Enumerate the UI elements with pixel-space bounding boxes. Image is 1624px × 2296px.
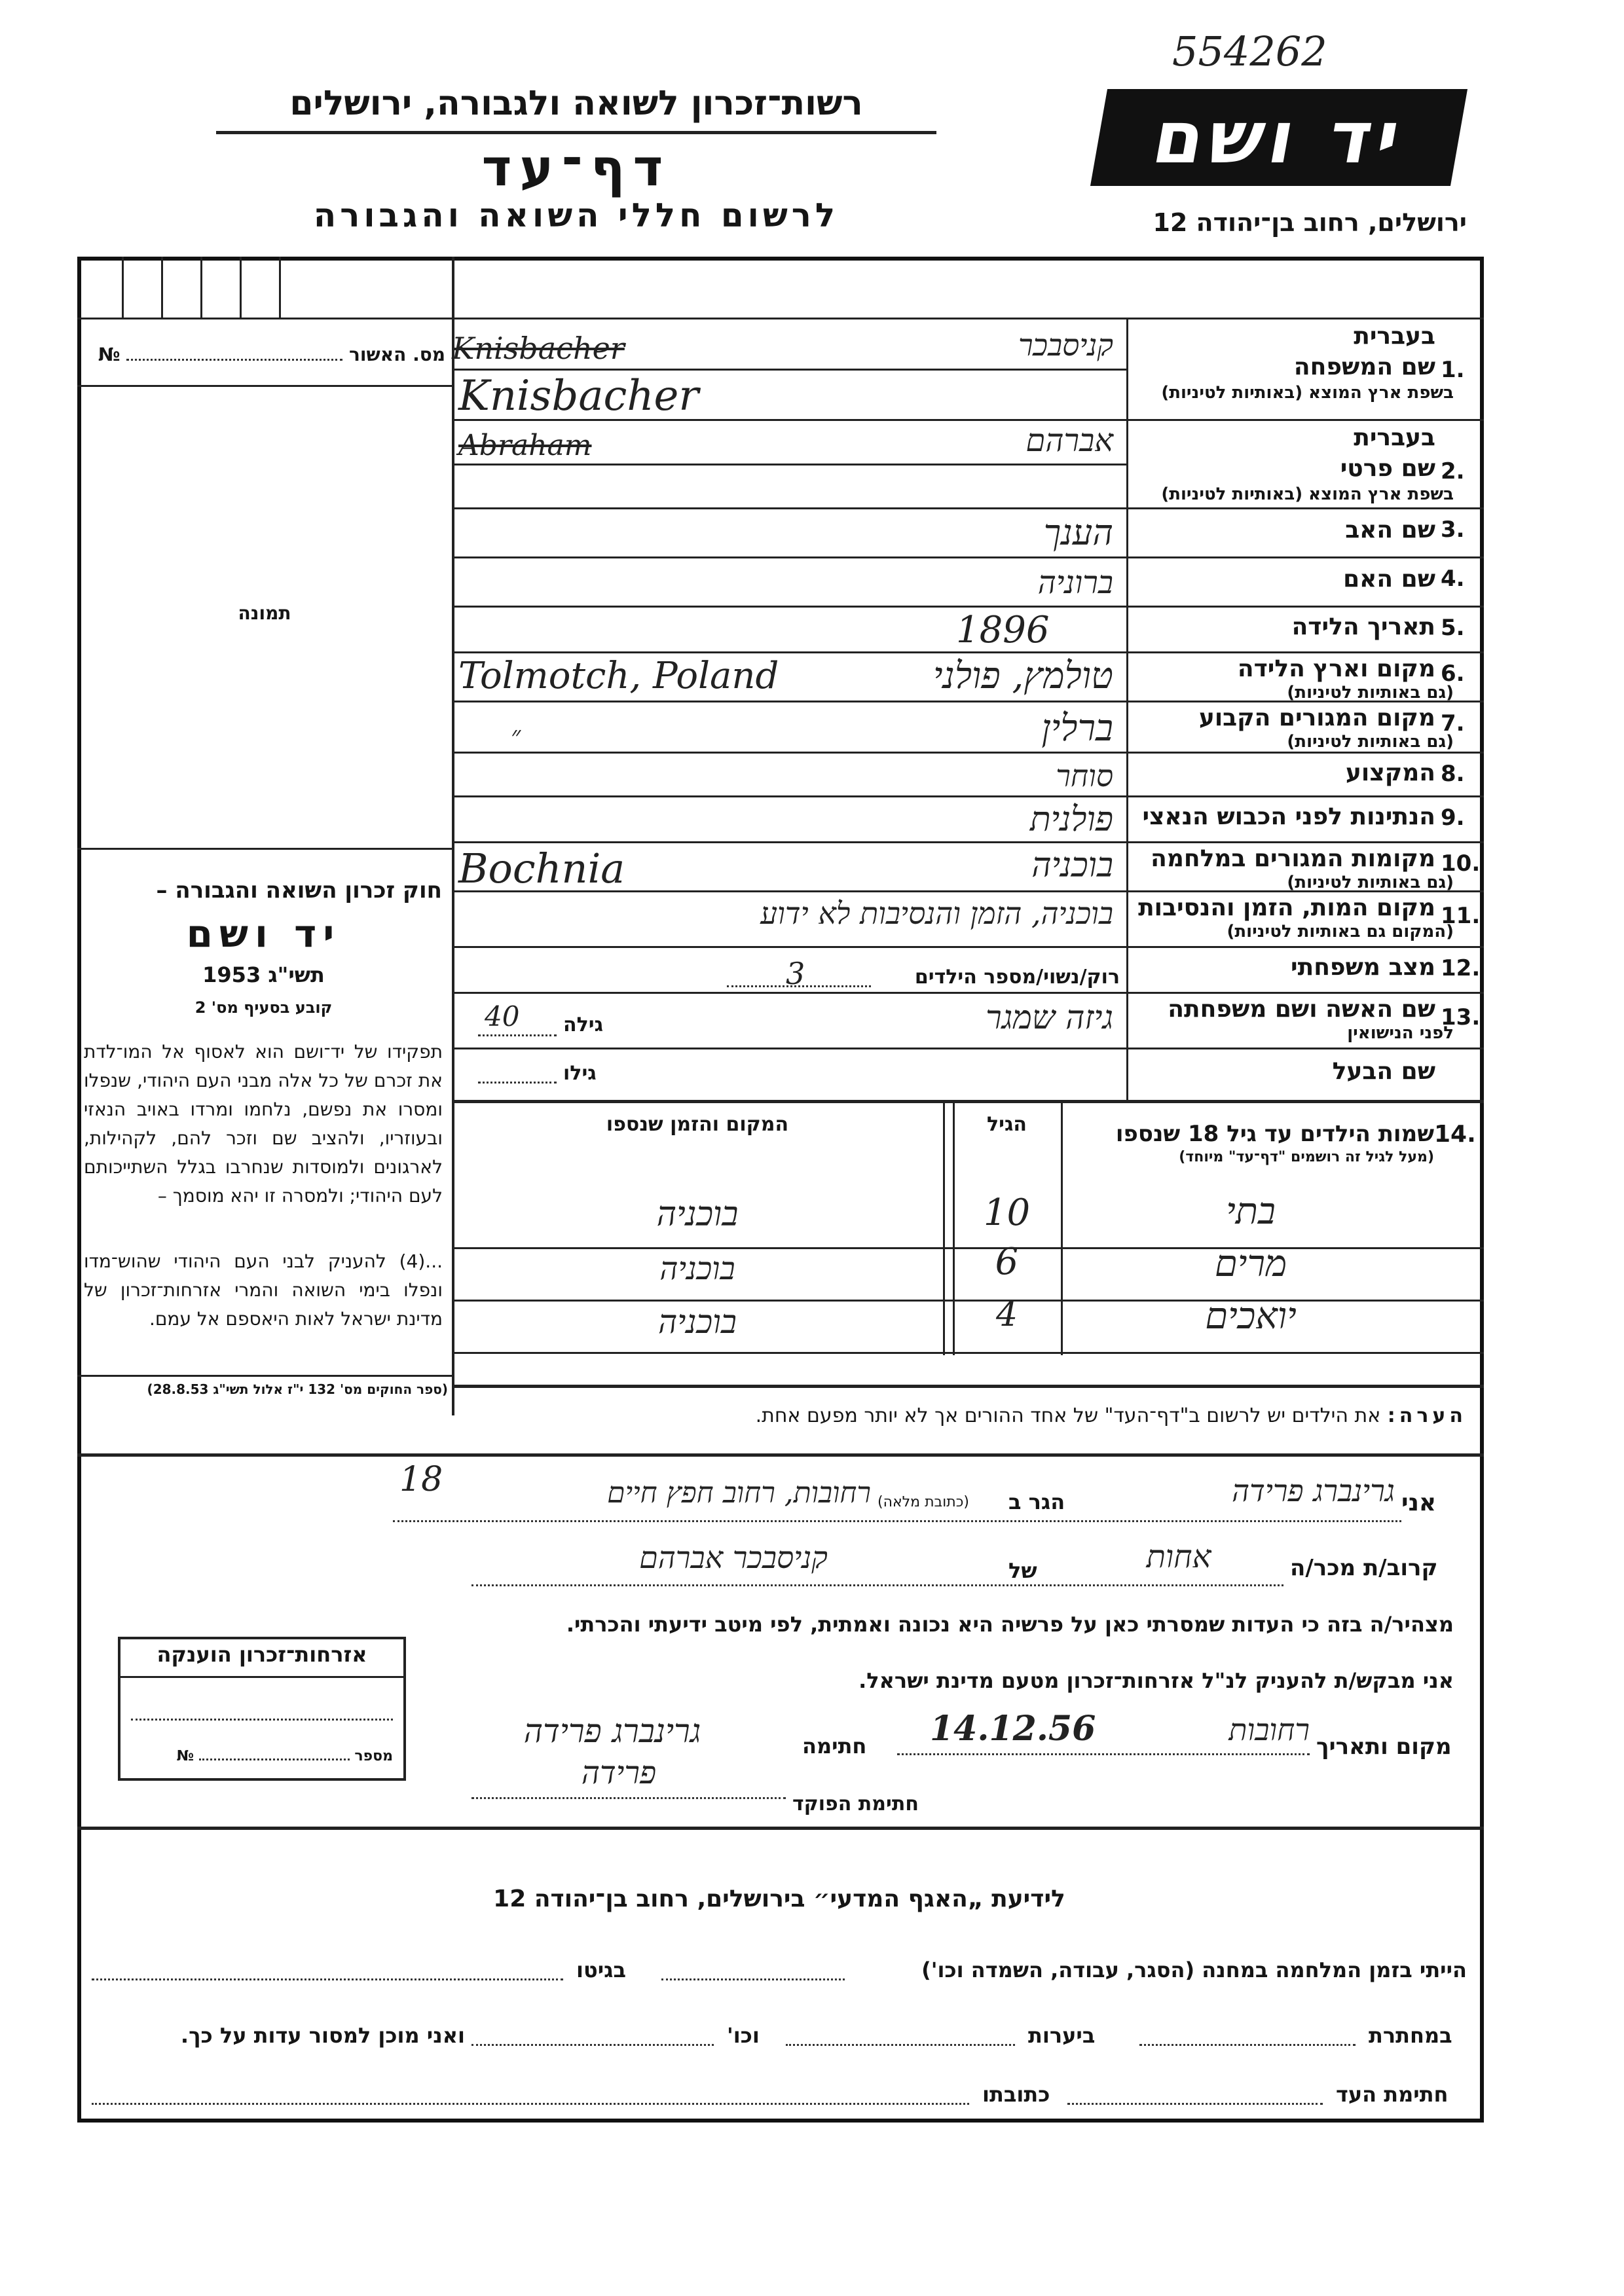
field-sublabel: בשפת ארץ המוצא (באותיות לטיניות) <box>1161 484 1454 504</box>
of-name: קניסבכר אברהם <box>639 1540 828 1575</box>
children-count-blank <box>727 985 871 987</box>
child-row-line-3 <box>452 1352 1484 1354</box>
citizenship-number-blank <box>199 1758 350 1760</box>
occupation-value: סוחר <box>1056 758 1113 793</box>
field-label: שם האב <box>1345 516 1435 543</box>
bottom-section-line <box>77 1827 1484 1830</box>
residence-latin-ditto: ״ <box>511 721 521 751</box>
first-name-crossed: Abraham <box>458 429 592 462</box>
child-3-name: יואכים <box>1205 1295 1297 1338</box>
field-row-line <box>452 752 1484 754</box>
field-mid-line <box>452 464 1126 465</box>
law-clause: קובע בסעיף מס' 2 <box>194 998 333 1017</box>
field-tag-hebrew: בעברית <box>1354 323 1435 350</box>
field-number: 4. <box>1441 566 1465 592</box>
bottom-line2-blank-2 <box>786 2044 1015 2046</box>
war-residence-latin: Bochnia <box>458 845 625 892</box>
field-number: 1. <box>1441 357 1465 383</box>
bottom-line1-blank-1 <box>661 1978 845 1980</box>
field-number: 12. <box>1441 955 1481 981</box>
field-row-line <box>452 795 1484 797</box>
husband-age-label: גילו <box>563 1062 597 1085</box>
declarant-house-no: 18 <box>399 1460 443 1499</box>
bottom-line2-etc: וכו' <box>727 2023 760 2048</box>
declarant-top-line <box>77 1453 1484 1457</box>
marital-inline-label: רוק/נשוי/מספר הילדים <box>914 966 1120 989</box>
field-label: שם הבעל <box>1332 1058 1435 1085</box>
field-row-line <box>452 507 1484 509</box>
authority-title: רשות־זכרון לשואה ולגבורה, ירושלים <box>289 84 863 123</box>
field-label: שם האשה ושם משפחתה <box>1168 996 1435 1023</box>
bottom-line3-witness-sig: חתימת העד <box>1336 2082 1449 2107</box>
field-label: הנתינות לפני הכבוש הנאצי <box>1142 803 1435 830</box>
photo-box-top <box>77 385 452 387</box>
declarant-living-label: הגר ב <box>1008 1489 1065 1514</box>
officer-sig-blank <box>471 1797 786 1799</box>
ref-no-sign: № <box>98 344 120 365</box>
children-label: שמות הילדים עד גיל 18 שנספו <box>1115 1121 1434 1147</box>
field-label: שם המשפחה <box>1293 354 1435 380</box>
birth-date-value: 1896 <box>956 609 1050 651</box>
field-label: מקום המגורים הקבוע <box>1198 704 1435 731</box>
bottom-title: לידיעת „האגף המדעי״ בירושלים, רחוב בן־יהודה 12 <box>493 1886 1065 1912</box>
field-label: המקצוע <box>1345 759 1435 786</box>
father-name-value: הענך <box>1043 512 1113 553</box>
place-value: רחובות <box>1228 1712 1310 1747</box>
signature-value: גרינברג פרידה <box>523 1712 701 1750</box>
field-row-line <box>452 556 1484 558</box>
field-number: 11. <box>1441 902 1481 929</box>
field-number: 5. <box>1441 615 1465 641</box>
law-title: חוק זכרון השואה והגבורה – <box>156 877 442 903</box>
field-label: מקום המות, הזמן והנסיבות <box>1138 894 1435 921</box>
place-date-label: מקום ותאריך <box>1316 1734 1452 1760</box>
field-label: מצב משפחתי <box>1291 954 1435 981</box>
child-3-age: 4 <box>995 1295 1018 1334</box>
strip-cell-4 <box>240 257 242 318</box>
nationality-value: פולנית <box>1029 800 1113 839</box>
citizenship-blank-1 <box>131 1719 393 1721</box>
child-2-place: בוכניה <box>659 1250 735 1287</box>
field-label: תאריך הלידה <box>1291 613 1435 640</box>
family-name-latin: Knisbacher <box>458 372 699 420</box>
field-number: 8. <box>1441 761 1465 787</box>
bottom-line3-blank-1 <box>1067 2103 1323 2105</box>
citizenship-number-row <box>131 1748 393 1764</box>
bottom-line2-blank-3 <box>471 2044 714 2046</box>
law-text-2: ...(4) להעניק לבני העם היהודי שהוש־מדו ונפלו בימי השואה והמרי אזרחות־זכרון של מדינת ישראל לאות היאספם אל עמם. <box>84 1250 443 1330</box>
declaration-text: מצהיר/ה בזה כי העדות שמסרתי כאן על פרשיה היא נכונה ואמתית, לפי מיטב ידיעתי והכרתי. <box>566 1612 1454 1637</box>
bottom-line2-blank-1 <box>1139 2044 1356 2046</box>
children-age-divider <box>943 1100 945 1355</box>
children-age-header: הגיל <box>987 1113 1027 1136</box>
residence-value: ברלין <box>1041 707 1113 750</box>
officer-label: חתימת הפוקד <box>792 1793 919 1815</box>
field-label: שם האם <box>1343 565 1435 592</box>
strip-cell-3 <box>200 257 202 318</box>
declarant-address: רחובות, רחוב חפץ חיים <box>607 1476 871 1510</box>
field-label: מקומות המגורים במלחמה <box>1151 845 1435 872</box>
relation-blank <box>471 1584 1283 1586</box>
bottom-line2-ready: ואני מוכן למסור עדות על כך. <box>180 2023 465 2048</box>
children-number: 14. <box>1434 1121 1476 1148</box>
wife-age-blank <box>478 1034 557 1036</box>
field-number: 10. <box>1441 850 1481 877</box>
relation-label: קרוב/ת מכר/ה <box>1290 1555 1438 1581</box>
children-top-line <box>452 1100 1484 1103</box>
first-name-hebrew: אברהם <box>1025 422 1113 459</box>
bottom-line1-camp: הייתי בזמן המלחמה במחנה (הסגר, עבודה, השמדה וכו') <box>921 1958 1467 1982</box>
note-row <box>458 1404 1467 1427</box>
children-place-header: המקום והזמן שנספו <box>606 1113 789 1136</box>
address-blank <box>393 1520 1401 1522</box>
citizenship-no-sign: № <box>176 1748 194 1764</box>
children-name-divider <box>1061 1100 1063 1355</box>
bottom-line1-blank-2 <box>92 1978 563 1980</box>
citizenship-title: אזרחות־זכרון הוענקה <box>157 1642 367 1667</box>
field-number: 13. <box>1441 1004 1481 1030</box>
husband-age-blank <box>478 1082 557 1084</box>
child-2-name: מרים <box>1214 1243 1287 1285</box>
archive-number: 554262 <box>1172 27 1327 75</box>
field-sublabel: (המקום גם באותיות לטיניות) <box>1227 922 1454 941</box>
field-sublabel: לפני הנישואין <box>1347 1023 1454 1043</box>
strip-cell-1 <box>122 257 124 318</box>
wife-age-value: 40 <box>485 1000 520 1032</box>
children-age-divider-2 <box>953 1100 955 1355</box>
child-1-name: בתי <box>1226 1190 1276 1233</box>
yad-vashem-logo: יד ושם <box>1090 89 1467 186</box>
child-1-age: 10 <box>983 1192 1031 1234</box>
field-number: 2. <box>1441 458 1465 484</box>
law-text-1: תפקידו של יד־ושם הוא לאסוף אל המו־לדת את זכרם של כל אלה מבני העם היהודי, שנפלו ומסרו את נפשם, נלחמו ומרדו באויב הנאזי ובעוזריו, ולהציב שם וזכר להם, לקהילות, לארגונים ולמוסדות שנחרבו בגלל השתייכותם לעם היהודי; ולמסרה זו יהא מוסמך – <box>84 1041 443 1207</box>
header-rule <box>216 131 936 134</box>
field-row-line <box>452 651 1484 653</box>
field-row-line <box>452 992 1484 994</box>
law-source: (ספר החוקים מס' 132 י"ז אלול תשי"ג 28.8.53) <box>147 1381 448 1397</box>
law-year: תשי"ג 1953 <box>202 962 325 987</box>
children-sub: (מעל לגיל זה רושמים "דף־עד" מיוחד) <box>1179 1149 1434 1165</box>
header-address: ירושלים, רחוב בן־יהודה 12 <box>1153 208 1467 237</box>
field-number: 9. <box>1441 805 1465 831</box>
place-date-blank <box>897 1753 1310 1755</box>
note-label: הערה: <box>1387 1404 1467 1427</box>
field-label: שם פרטי <box>1340 455 1435 482</box>
child-1-place: בוכניה <box>656 1195 739 1234</box>
field-tag-hebrew: בעברית <box>1354 424 1435 451</box>
field-number: 7. <box>1441 710 1465 737</box>
relation-value: אחות <box>1146 1539 1211 1575</box>
bottom-line3-address: כתובתו <box>982 2082 1050 2107</box>
citizenship-title-line <box>118 1676 406 1678</box>
bottom-line3-blank-2 <box>92 2103 969 2105</box>
field-number: 6. <box>1441 661 1465 687</box>
law-source-line <box>77 1375 452 1377</box>
form-subtitle: לרשום חללי השואה והגבורה <box>313 196 840 234</box>
birth-place-value: טולמץ, פולני <box>932 655 1113 697</box>
note-top-line <box>452 1385 1484 1388</box>
top-strip-line <box>77 318 1484 319</box>
signature-label: חתימה <box>802 1734 867 1758</box>
field-number: 3. <box>1441 517 1465 543</box>
officer-signature: פרידה <box>581 1755 657 1791</box>
strip-cell-2 <box>161 257 163 318</box>
bottom-line1-ghetto: בגיטו <box>576 1958 626 1982</box>
ref-label: מס. האשור <box>349 344 445 365</box>
of-label: של <box>1008 1558 1037 1583</box>
request-text: אני מבקש/ת להעניק לנ"ל אזרחות־זכרון מטעם מדינת ישראל. <box>858 1668 1454 1693</box>
bottom-line2-underground: במחתרת <box>1369 2023 1452 2048</box>
field-sublabel: בשפת ארץ המוצא (באותיות לטיניות) <box>1161 383 1454 403</box>
children-count-value: 3 <box>786 956 805 991</box>
field-row-line <box>452 841 1484 843</box>
birth-place-latin: Tolmotch, Poland <box>458 655 779 697</box>
left-column-divider <box>452 257 454 1415</box>
child-2-age: 6 <box>995 1241 1019 1283</box>
law-name: יד ושם <box>186 911 341 956</box>
mother-name-value: ברוניה <box>1037 564 1113 601</box>
ref-number-blank <box>126 359 342 361</box>
field-mid-line <box>452 369 1126 371</box>
ref-number-row <box>85 344 445 365</box>
field-row-line <box>452 1048 1484 1049</box>
family-name-crossed: Knisbacher <box>452 331 625 366</box>
field-row-line <box>452 606 1484 608</box>
death-place-value: בוכניה, הזמן והנסיבות לא ידוע <box>760 896 1113 931</box>
declarant-name: גרינברג פרידה <box>1232 1473 1395 1508</box>
field-sublabel: (גם באותיות לטיניות) <box>1287 873 1454 892</box>
wife-age-label: גילה <box>563 1013 603 1036</box>
field-label: מקום וארץ הלידה <box>1237 655 1435 682</box>
form-title: דף־עד <box>481 139 671 198</box>
declarant-i-label: אני <box>1401 1489 1437 1516</box>
declarant-addr-hint: (כתובת מלאה) <box>877 1494 969 1510</box>
child-3-place: בוכניה <box>658 1303 737 1341</box>
field-sublabel: (גם באותיות לטיניות) <box>1287 683 1454 702</box>
date-value: 14.12.56 <box>930 1709 1096 1749</box>
photo-box-bottom <box>77 848 452 850</box>
wife-name-value: גיזה שמגר <box>986 998 1113 1036</box>
strip-cell-5 <box>279 257 281 318</box>
war-residence-value: בוכניה <box>1031 846 1113 885</box>
field-row-line <box>452 946 1484 948</box>
note-text: את הילדים יש לרשום ב"דף־העד" של אחד ההורים אך לא יותר מפעם אחת. <box>755 1404 1381 1427</box>
photo-label: תמונה <box>238 602 291 624</box>
field-sublabel: (גם באותיות לטיניות) <box>1287 732 1454 752</box>
citizenship-number-label: מספר <box>354 1748 393 1764</box>
family-name-hebrew: קניסבכר <box>1018 327 1113 363</box>
label-column-divider <box>1126 318 1128 1100</box>
bottom-line2-forests: ביערות <box>1028 2023 1096 2048</box>
